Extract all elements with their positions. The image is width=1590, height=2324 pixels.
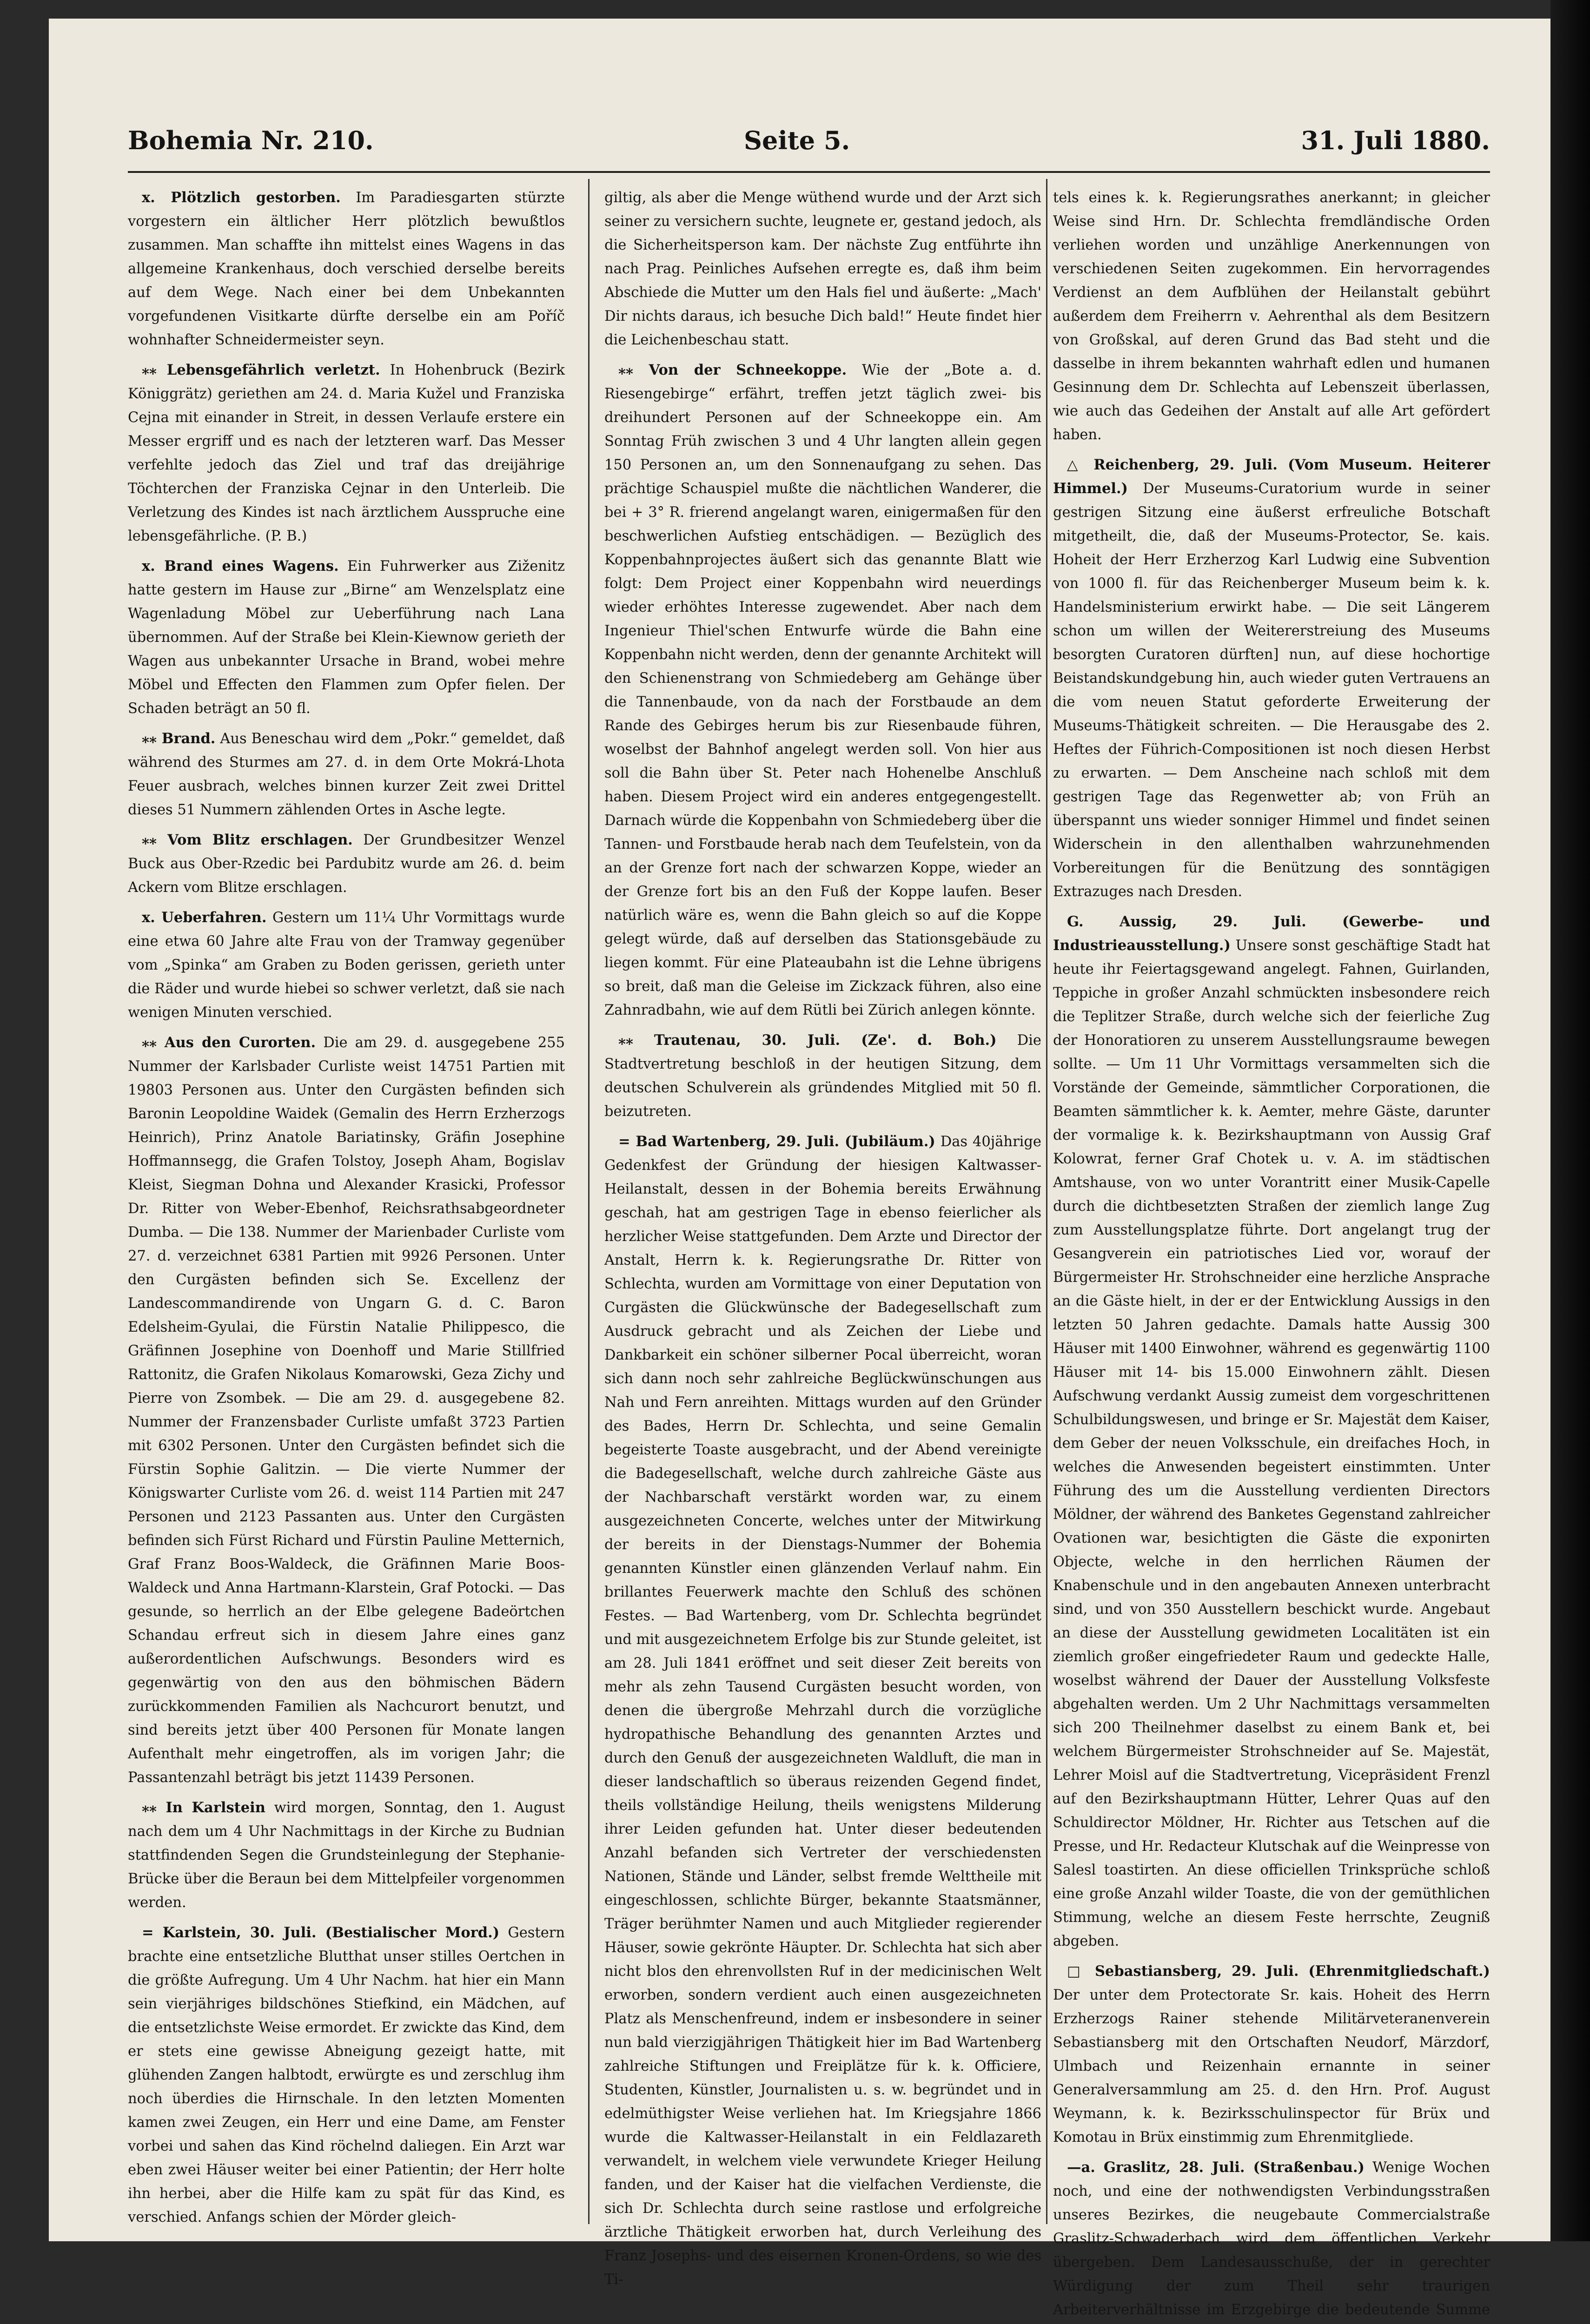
article (604, 186, 1041, 352)
article-headline: ⁎⁎ Vom Blitz erschlagen. (142, 832, 353, 848)
article-body: wird morgen, Sonntag, den 1. August nach dem um 4 Uhr Nachmittags in der Kirche zu Budnian stattfindenden Segen die Grundsteinlegung der Stephanie-Brücke über die Beraun bei dem Mittelpfeiler vorgenommen werden. (128, 1800, 565, 1911)
article (128, 906, 565, 1024)
article-body: Ein Fuhrwerker aus Ziženitz hatte gestern im Hause zur „Birne“ am Wenzelsplatz eine Wagenladung Möbel zur Ueberführung nach Lana übernommen. Auf der Straße bei Klein-Kiewnow gerieth der Wagen aus unbekannter Ursache in Brand, wobei mehre Möbel und Effecten den Flammen zum Opfer fielen. Der Schaden beträgt an 50 fl. (128, 558, 565, 717)
article-headline: ⁎⁎ Brand. (142, 730, 216, 747)
article (604, 1130, 1041, 2291)
article-body: Der unter dem Protectorate Sr. kais. Hoheit des Herrn Erzherzogs Rainer stehende Militärveteranenverein Sebastiansberg mit den Ortschaften Neudorf, Märzdorf, Ulmbach und Reizenhain ernannte in seiner Generalversammlung am 25. d. den Hrn. Prof. August Weymann, k. k. Bezirksschulinspector für Brüx und Komotau in Brüx einstimmig zum Ehrenmitgliede. (1053, 1987, 1490, 2146)
article (128, 727, 565, 822)
article-body: Im Paradiesgarten stürzte vorgestern ein ältlicher Herr plötzlich bewußtlos zusammen. Man schaffte ihn mittelst eines Wagens in das allgemeine Krankenhaus, doch verschied derselbe bereits auf dem Wege. Nach einer bei dem Unbekannten vorgefundenen Visitkarte dürfte derselbe ein am Poříč wohnhafter Schneidermeister seyn. (128, 190, 565, 348)
article-headline: ⁎⁎ In Karlstein (142, 1799, 265, 1816)
article (1053, 1960, 1490, 2149)
masthead: Bohemia Nr. 210. (128, 125, 374, 155)
article (128, 1921, 565, 2229)
article (128, 1796, 565, 1915)
article (128, 555, 565, 720)
article (1053, 186, 1490, 447)
column-divider (1046, 179, 1047, 2224)
scan-edge (1550, 0, 1590, 2241)
article (1053, 453, 1490, 904)
article-body: Aus Beneschau wird dem „Pokr.“ gemeldet, daß während des Sturmes am 27. d. in dem Orte Mokrá-Lhota Feuer ausbrach, welches binnen kurzer Zeit zwei Drittel dieses 51 Nummern zählenden Ortes in Asche legte. (128, 731, 565, 818)
article-body: Gestern um 11¼ Uhr Vormittags wurde eine etwa 60 Jahre alte Frau von der Tramway gegenüber vom „Spinka“ am Graben zu Boden gerissen, gerieth unter die Räder und wurde hiebei so schwer verletzt, daß sie nach wenigen Minuten verschied. (128, 910, 565, 1021)
article-body: Der Museums-Curatorium wurde in seiner gestrigen Sitzung eine äußerst erfreuliche Botschaft mitgetheilt, die, daß der Museums-Protector, Se. kais. Hoheit der Herr Erzherzog Karl Ludwig eine Subvention von 1000 fl. für das Reichenberger Museum beim k. k. Handelsministerium erwirkt habe. — Die seit Längerem schon um willen der Weitererstreiung des Museums besorgten Curatoren dürften] nun, auf diese hochortige Beistandskundgebung hin, auch wieder guten Vertrauens an die vom neuen Statut geforderte Erweiterung der Museums-Thätigkeit schreiten. — Die Herausgabe des 2. Heftes der Führich-Compositionen ist noch diesen Herbst zu erwarten. — Dem Anscheine nach schloß mit dem gestrigen Tage das Regenwetter ab; von Früh an überspannt uns wieder sonniger Himmel und findet seinen Widerschein in den allenthalben wahrzunehmenden Vorbereitungen für die Benützung des sonntägigen Extrazuges nach Dresden. (1053, 481, 1490, 900)
article (604, 358, 1041, 1022)
page-number: Seite 5. (744, 125, 850, 155)
article-headline: x. Plötzlich gestorben. (142, 189, 341, 206)
article-body: Der Grundbesitzer Wenzel Buck aus Ober-Rzedic bei Pardubitz wurde am 26. d. beim Ackern vom Blitze erschlagen. (128, 832, 565, 896)
article (128, 1031, 565, 1789)
article (1053, 2156, 1490, 2324)
article-body: Das 40jährige Gedenkfest der Gründung der hiesigen Kaltwasser-Heilanstalt, dessen in der Bohemia bereits Erwähnung geschah, hat am gestrigen Tage in ebenso feierlicher als herzlicher Weise stattgefunden. Dem Arzte und Director der Anstalt, Herrn k. k. Regierungsrathe Dr. Ritter von Schlechta, wurden am Vormittage von einer Deputation von Curgästen die Glückwünsche der Badegesellschaft zum Ausdruck gebracht und als Zeichen der Liebe und Dankbarkeit ein schöner silberner Pocal überreicht, woran sich dann noch sehr zahlreiche Beglückwünschungen aus Nah und Fern anreihten. Mittags wurden auf den Gründer des Bades, Herrn Dr. Schlechta, und seine Gemalin begeisterte Toaste ausgebracht, und der Abend vereinigte die Badegesellschaft, welche durch zahlreiche Gäste aus der Nachbarschaft verstärkt worden war, zu einem ausgezeichneten Concerte, welches unter der Mitwirkung der bereits in der Dienstags-Nummer der Bohemia genannten Künstler einen glänzenden Verlauf nahm. Ein brillantes Feuerwerk machte den Schluß des schönen Festes. — Bad Wartenberg, vom Dr. Schlechta begründet und mit ausgezeichnetem Erfolge bis zur Stunde geleitet, ist am 28. Juli 1841 eröffnet und seit dieser Zeit bereits von mehr als zehn Tausend Curgästen besucht worden, von denen die übergroße Mehrzahl durch die vorzügliche hydropathische Behandlung des genannten Arztes und durch den Genuß der ausgezeichneten Waldluft, die man in dieser landschaftlich so überaus reizenden Gegend findet, theils vollständige Heilung, theils wenigstens Milderung ihrer Leiden gefunden hat. Unter dieser bedeutenden Anzahl befanden sich Vertreter der verschiedensten Nationen, Stände und Länder, selbst fremde Welttheile mit eingeschlossen, schlichte Bürger, bekannte Staatsmänner, Träger berühmter Namen und auch Mitglieder regierender Häuser, sowie gekrönte Häupter. Dr. Schlechta hat sich aber nicht blos den ehrenvollsten Ruf in der medicinischen Welt erworben, sondern verdient auch einen ausgezeichneten Platz als Menschenfreund, indem er insbesondere in seiner nun bald vierzigjährigen Thätigkeit hier im Bad Wartenberg zahlreiche Stiftungen und Freiplätze für k. k. Officiere, Studenten, Künstler, Journalisten u. s. w. begründet und in edelmüthigster Weise verliehen hat. Im Kriegsjahre 1866 wurde die Kaltwasser-Heilanstalt in ein Feldlazareth verwandelt, in welchem viele verwundete Krieger Heilung fanden, und der Kaiser hat die vielfachen Verdienste, die sich Dr. Schlechta durch seine rastlose und erfolgreiche ärztliche Thätigkeit erworben hat, durch Verleihung des Franz Josephs- und des eisernen Kronen-Ordens, so wie des Ti- (604, 1134, 1041, 2288)
article-headline: □ Sebastiansberg, 29. Juli. (Ehrenmitgliedschaft.) (1067, 1963, 1490, 1980)
column-3 (1053, 186, 1491, 2318)
article (128, 186, 565, 352)
article-body: Unsere sonst geschäftige Stadt hat heute ihr Feiertagsgewand angelegt. Fahnen, Guirlanden, Teppiche in großer Anzahl schmückten insbesondere reich die Teplitzer Straße, durch welche sich der feierliche Zug der Honoratioren zu unserem Ausstellungsraume bewegen sollte. — Um 11 Uhr Vormittags versammelten sich die Vorstände der Gemeinde, sämmtlicher Corporationen, die Beamten sämmtlicher k. k. Aemter, mehre Gäste, darunter der vormalige k. k. Bezirkshauptmann von Aussig Graf Kolowrat, ferner Graf Chotek u. v. A. im städtischen Amtshause, von wo unter Vorantritt einer Musik-Capelle durch die dichtbesetzten Straßen der ziemlich lange Zug zum Ausstellungsplatze führte. Dort angelangt trug der Gesangverein ein patriotisches Lied vor, worauf der Bürgermeister Hr. Strohschneider eine herzliche Ansprache an die Gäste hielt, in der er der Entwicklung Aussigs in den letzten 50 Jahren gedachte. Damals hatte Aussig 300 Häuser mit 1400 Einwohner, während es gegenwärtig 1100 Häuser mit 14- bis 15.000 Einwohnern zählt. Diesen Aufschwung verdankt Aussig zumeist dem vorgeschrittenen Schulbildungswesen, und bringe er Sr. Majestät dem Kaiser, dem Geber der neuen Volksschule, ein dreifaches Hoch, in welches die Anwesenden begeistert einstimmten. Unter Führung des um die Ausstellung verdienten Directors Möldner, der während des Banketes Gegenstand zahlreicher Ovationen war, besichtigten die Gäste die exponirten Objecte, welche in den herrlichen Räumen der Knabenschule und in den angebauten Annexen unterbracht sind, und von 350 Ausstellern beschickt wurde. Angebaut an diese der Ausstellung gewidmeten Localitäten ist ein ziemlich großer eingefriedeter Raum und gedeckte Halle, woselbst während der Dauer der Ausstellung Volksfeste abgehalten werden. Um 2 Uhr Nachmittags versammelten sich 200 Theilnehmer daselbst zu einem Bank et, bei welchem Bürgermeister Strohschneider auf Se. Majestät, Lehrer Moisl auf die Stadtvertretung, Vicepräsident Frenzl auf den Bezirkshauptmann Hütter, Lehrer Quas auf den Schuldirector Möldner, Hr. Richter aus Tetschen auf die Presse, und Hr. Redacteur Klutschak auf die Weinpresse von Salesl toastirten. An diese officiellen Trinksprüche schloß eine große Anzahl wilder Toaste, die von der gemüthlichen Stimmung, welche an diesem Feste herrschte, Zeugniß abgeben. (1053, 938, 1491, 1949)
issue-date: 31. Juli 1880. (1301, 125, 1490, 155)
article-headline: —a. Graslitz, 28. Juli. (Straßenbau.) (1067, 2159, 1365, 2176)
column-divider (588, 179, 590, 2224)
page-header (128, 125, 1490, 163)
article-headline: ⁎⁎ Trautenau, 30. Juli. (Ze'. d. Boh.) (618, 1032, 997, 1049)
article-headline: ⁎⁎ Lebensgefährlich verletzt. (142, 362, 380, 378)
article-body: In Hohenbruck (Bezirk Königgrätz) geriethen am 24. d. Maria Kužel und Franziska Cejna mit einander in Streit, in dessen Verlaufe erstere ein Messer ergriff und es nach der letzteren warf. Das Messer verfehlte jedoch das Ziel und traf das dreijährige Töchterchen der Franziska Cejnar in den Unterleib. Die Verletzung des Kindes ist nach ärztlichem Ausspruche eine lebensgefährliche. (P. B.) (128, 362, 565, 544)
article (128, 828, 565, 899)
column-2 (604, 186, 1041, 2288)
article-headline: G. Aussig, 29. Juli. (Gewerbe- und Industrieausstellung.) (1053, 913, 1490, 954)
article-headline: x. Ueberfahren. (142, 909, 267, 926)
article-body: Wie der „Bote a. d. Riesengebirge“ erfährt, treffen jetzt täglich zwei- bis dreihundert Personen auf der Schneekoppe ein. Am Sonntag Früh zwischen 3 und 4 Uhr langten allein gegen 150 Personen an, um den Sonnenaufgang zu sehen. Das prächtige Schauspiel mußte die nächtlichen Wanderer, die bei + 3° R. frierend angelangt waren, einigermaßen für den beschwerlichen Aufstieg entschädigen. — Bezüglich des Koppenbahnprojectes äußert sich das genannte Blatt wie folgt: Dem Project einer Koppenbahn wird neuerdings wieder erhöhtes Interesse zugewendet. Aber nach dem Ingenieur Thiel'schen Entwurfe würde die Bahn eine Koppenbahn nicht werden, denn der genannte Architekt will den Schienenstrang von Schmiedeberg am Gehänge über die Tannenbaude, von da nach der Forstbaude an dem Rande des Gebirges herum bis zur Riesenbaude führen, woselbst der Bahnhof angelegt werden soll. Von hier aus soll die Bahn über St. Peter nach Hohenelbe Anschluß haben. Diesem Project wird ein anderes entgegengestellt. Darnach würde die Koppenbahn von Schmiedeberg über die Tannen- und Forstbaude herab nach dem Teufelstein, von da an der Grenze fort nach der schwarzen Koppe, wieder an der Grenze fort bis an den Fuß der Koppe laufen. Beser natürlich wäre es, wenn die Bahn gleich so auf die Koppe gelegt würde, daß auf derselben das Stationsgebäude zu liegen kommt. Für eine Plateaubahn ist die Lehne übrigens so breit, daß man die Geleise im Zickzack führen, also eine Zahnradbahn, wie auf dem Rütli bei Zürich anlegen könnte. (604, 362, 1041, 1018)
article-headline: ⁎⁎ Aus den Curorten. (142, 1034, 316, 1051)
header-rule (128, 171, 1490, 173)
article-body: tels eines k. k. Regierungsrathes anerkannt; in gleicher Weise sind Hrn. Dr. Schlechta fremdländische Orden verliehen worden und unzählige Anerkennungen von verschiedenen Seiten zugekommen. Ein hervorragendes Verdienst an dem Aufblühen der Heilanstalt gebührt außerdem dem Freiherrn v. Aehrenthal als dem Besitzern von Großskal, auf deren Grund das Bad steht und die dasselbe in ihrem bekannten wahrhaft edlen und humanen Gesinnung dem Dr. Schlechta auf Lebenszeit überlassen, wie auch das Gedeihen der Anstalt auf alle Art gefördert haben. (1053, 190, 1490, 443)
article-body: Die am 29. d. ausgegebene 255 Nummer der Karlsbader Curliste weist 14751 Partien mit 19803 Personen aus. Unter den Curgästen befinden sich Baronin Leopoldine Waidek (Gemalin des Herrn Erzherzogs Heinrich), Prinz Anatole Bariatinsky, Gräfin Josephine Hoffmannsegg, die Grafen Tolstoy, Joseph Aham, Bogislav Kleist, Siegman Dohna und Alexander Krasicki, Professor Dr. Ritter von Weber-Ebenhof, Reichsrathsabgeordneter Dumba. — Die 138. Nummer der Marienbader Curliste vom 27. d. verzeichnet 6381 Partien mit 9926 Personen. Unter den Curgästen befinden sich Se. Excellenz der Landescommandirende von Ungarn G. d. C. Baron Edelsheim-Gyulai, die Fürstin Natalie Philippesco, die Gräfinnen Josephine von Doenhoff und Marie Stillfried Rattonitz, die Grafen Nikolaus Komarowski, Geza Zichy und Pierre von Zsombek. — Die am 29. d. ausgegebene 82. Nummer der Franzensbader Curliste umfaßt 3723 Partien mit 6302 Personen. Unter den Curgästen befindet sich die Fürstin Sophie Galitzin. — Die vierte Nummer der Königswarter Curliste vom 26. d. weist 114 Partien mit 247 Personen und 2123 Passanten aus. Unter den Curgästen befinden sich Fürst Richard und Fürstin Pauline Metternich, Graf Franz Boos-Waldeck, die Gräfinnen Marie Boos-Waldeck und Anna Hartmann-Klarstein, Graf Potocki. — Das gesunde, so herrlich an der Elbe gelegene Badeörtchen Schandau erfreut sich in diesem Jahre eines ganz außerordentlichen Aufschwungs. Besonders wird es gegenwärtig von den aus den böhmischen Bädern zurückkommenden Familien als Nachcurort benutzt, und sind bereits jetzt über 400 Personen für Monate langen Aufenthalt mehr eingetroffen, als im vorigen Jahr; die Passantenzahl beträgt bis jetzt 11439 Personen. (128, 1035, 565, 1786)
article-headline: = Karlstein, 30. Juli. (Bestialischer Mord.) (142, 1924, 500, 1941)
article-headline: ⁎⁎ Von der Schneekoppe. (618, 362, 847, 378)
article (604, 1029, 1041, 1123)
article-body: Wenige Wochen noch, und eine der nothwendigsten Verbindungsstraßen unseres Bezirkes, die neugebaute Commercialstraße Graslitz-Schwaderbach wird dem öffentlichen Verkehr übergeben. Dem Landesausschuße, der in gerechter Würdigung der zum Theil sehr traurigen Arbeiterverhältnisse im Erzgebirge die bedeutende Summe (1053, 2159, 1490, 2318)
article (128, 358, 565, 548)
article-headline: x. Brand eines Wagens. (142, 558, 339, 574)
article-headline: = Bad Wartenberg, 29. Juli. (Jubiläum.) (618, 1133, 935, 1150)
article-body: Gestern brachte eine entsetzliche Blutthat unser stilles Oertchen in die größte Aufregung. Um 4 Uhr Nachm. hat hier ein Mann sein vierjähriges bildschönes Stiefkind, ein Mädchen, auf die entsetzlichste Weise ermordet. Er zwickte das Kind, dem er stets eine gewisse Abneigung gezeigt hatte, mit glühenden Zangen halbtodt, erwürgte es und zerschlug ihm noch überdies die Hirnschale. In den letzten Momenten kamen zwei Zeugen, ein Herr und eine Dame, am Fenster vorbei und sahen das Kind röchelnd daliegen. Ein Arzt war eben zwei Häuser weiter bei einer Patientin; der Herr holte ihn herbei, aber die Hilfe kam zu spät für das Kind, es verschied. Anfangs schien der Mörder gleich- (128, 1925, 565, 2225)
article-body: Die Stadtvertretung beschloß in der heutigen Sitzung, dem deutschen Schulverein als gründendes Mitglied mit 50 fl. beizutreten. (604, 1032, 1041, 1120)
article-body: giltig, als aber die Menge wüthend wurde und der Arzt sich seiner zu versichern suchte, leugnete er, gestand jedoch, als die Sicherheitsperson kam. Der nächste Zug entführte ihn nach Prag. Peinliches Aufsehen erregte es, daß ihm beim Abschiede die Mutter um den Hals fiel und äußerte: „Mach' Dir nichts daraus, ich besuche Dich bald!“ Heute findet hier die Leichenbeschau statt. (604, 190, 1041, 348)
article (1053, 910, 1490, 1953)
article-headline: △ Reichenberg, 29. Juli. (Vom Museum. Heiterer Himmel.) (1053, 456, 1490, 497)
column-1 (128, 186, 565, 2225)
newspaper-page (49, 19, 1550, 2318)
